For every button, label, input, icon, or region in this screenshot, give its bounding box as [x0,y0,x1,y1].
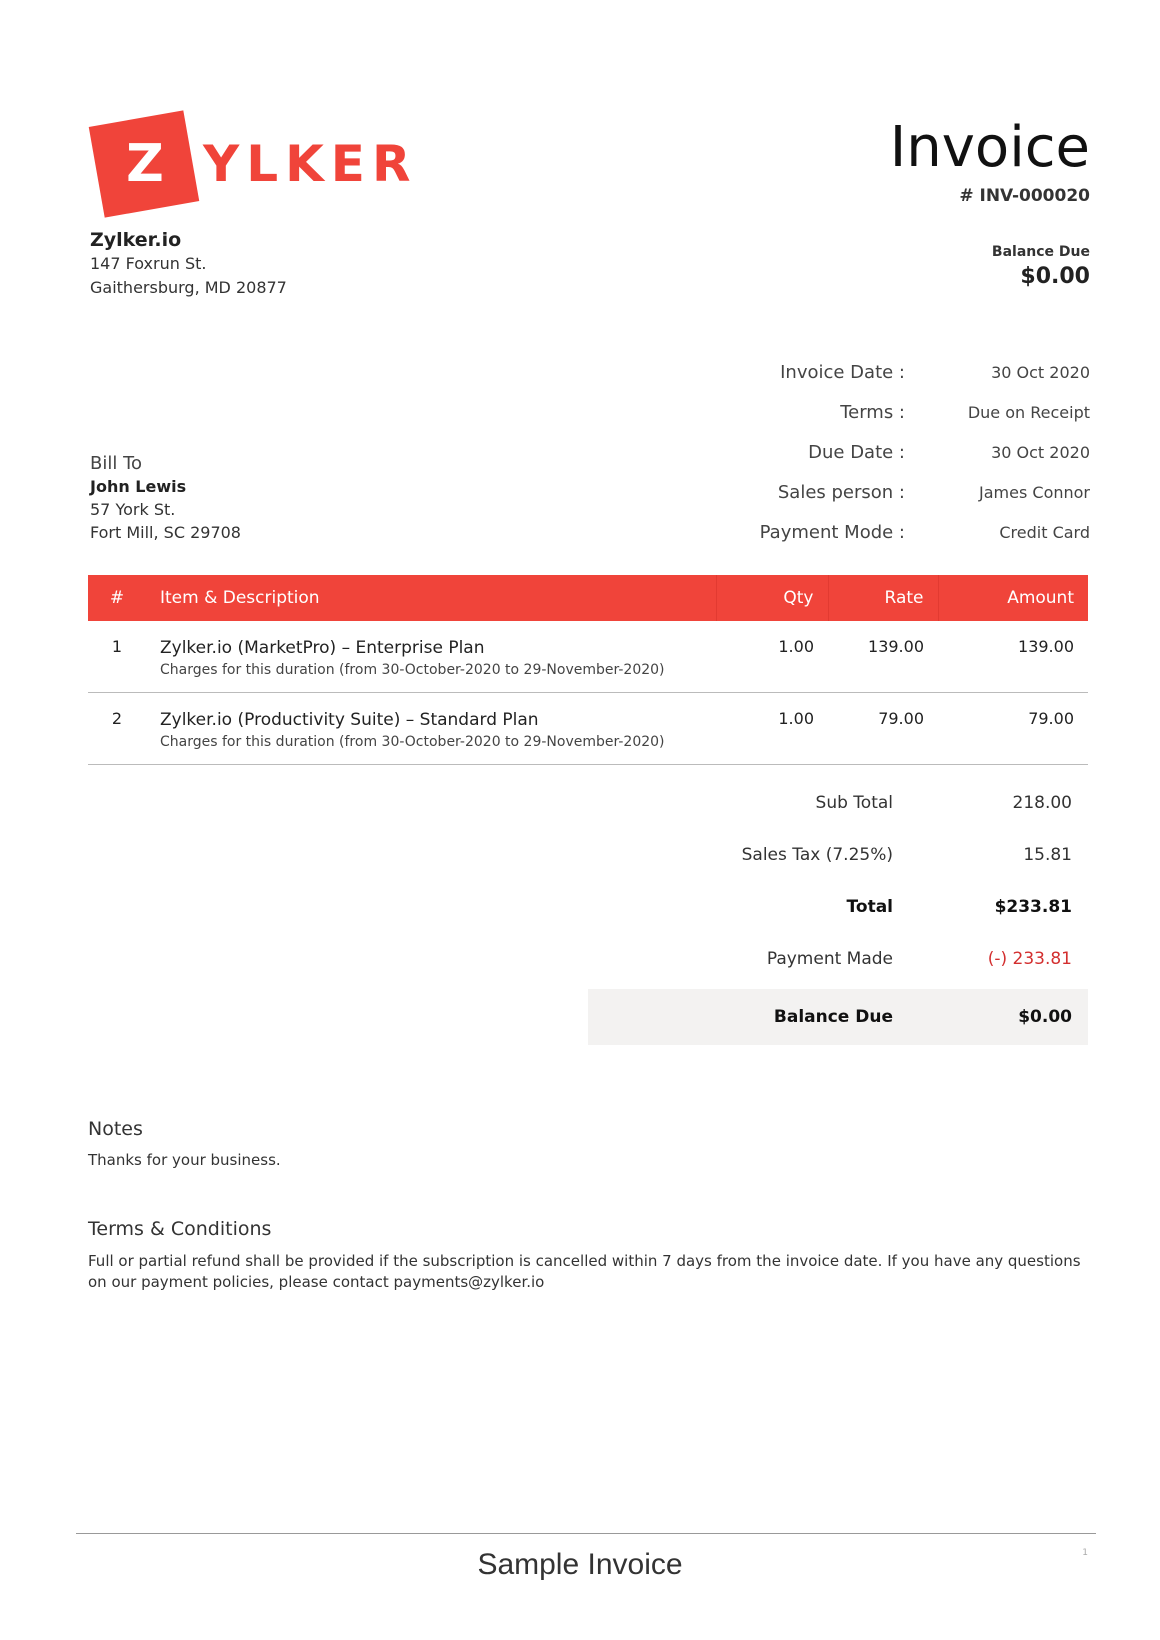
company-address [90,228,287,300]
notes-heading: Notes [88,1118,143,1140]
sales-person-label: Sales person : [777,481,905,503]
due-date-value: 30 Oct 2020 [991,442,1090,462]
payment-made-label: Payment Made [766,949,893,969]
invoice-date-row [690,352,1090,392]
table-row [88,693,1088,765]
customer-address-line2: Fort Mill, SC 29708 [90,523,241,542]
item-description: Charges for this duration (from 30-October-2020 to 29-November-2020) [160,734,665,750]
totals-summary [588,777,1088,1045]
tax-label: Sales Tax (7.25%) [741,845,893,865]
balance-due-row-value: $0.00 [1018,1007,1072,1027]
item-name: Zylker.io (MarketPro) – Enterprise Plan [160,638,485,658]
invoice-date-label: Invoice Date : [780,361,905,383]
company-name: Zylker.io [90,229,182,251]
col-header-description: Item & Description [160,588,320,608]
tax-value: 15.81 [1023,845,1072,865]
invoice-date-value: 30 Oct 2020 [991,362,1090,382]
balance-due-amount: $0.00 [1020,264,1090,289]
item-qty: 1.00 [716,693,828,765]
company-address-line1: 147 Foxrun St. [90,254,207,273]
item-number: 2 [88,693,146,765]
col-header-rate: Rate [828,575,938,621]
page-number: 1 [1082,1548,1088,1558]
terms-label: Terms : [840,401,905,423]
payment-mode-row [690,512,1090,552]
total-row [588,881,1088,933]
subtotal-label: Sub Total [815,793,893,813]
payment-mode-label: Payment Mode : [759,521,905,543]
terms-text: Full or partial refund shall be provided if the subscription is cancelled within 7 days from the invoice date. If you have any questions on our payment policies, please contact payments@zylker.io [88,1252,1081,1291]
item-amount: 79.00 [938,693,1088,765]
sales-person-row [690,472,1090,512]
item-number: 1 [88,621,146,693]
total-value: $233.81 [994,897,1072,917]
item-qty: 1.00 [716,621,828,693]
subtotal-row [588,777,1088,829]
zylker-logo [90,110,418,220]
terms-heading: Terms & Conditions [88,1218,272,1240]
item-rate: 139.00 [828,621,938,693]
item-name: Zylker.io (Productivity Suite) – Standard Plan [160,710,539,730]
balance-due-row-label: Balance Due [773,1007,893,1027]
item-description-cell [146,693,716,765]
col-header-number: # [109,588,125,608]
total-label: Total [846,897,893,917]
due-date-label: Due Date : [808,441,905,463]
payment-made-value: (-) 233.81 [987,949,1072,969]
notes-text: Thanks for your business. [88,1151,281,1169]
invoice-title: Invoice [889,115,1090,180]
item-rate: 79.00 [828,693,938,765]
item-description-cell [146,621,716,693]
company-address-line2: Gaithersburg, MD 20877 [90,278,287,297]
invoice-details [690,352,1090,552]
footer-divider [76,1533,1096,1534]
balance-due-row [588,989,1088,1045]
balance-due-label: Balance Due [991,244,1090,260]
logo-letter-z: Z [126,134,164,194]
payment-mode-value: Credit Card [999,522,1090,542]
bill-to-label: Bill To [90,453,143,474]
terms-value: Due on Receipt [967,402,1090,422]
table-row [88,621,1088,693]
logo-wordmark: YLKER [203,135,418,193]
subtotal-value: 218.00 [1012,793,1072,813]
col-header-qty: Qty [716,575,828,621]
line-items-table [88,575,1088,765]
payment-made-row [588,933,1088,985]
terms-row [690,392,1090,432]
customer-address-line1: 57 York St. [90,500,176,519]
tax-row [588,829,1088,881]
col-header-amount: Amount [938,575,1088,621]
invoice-number: # INV-000020 [959,186,1090,206]
item-description: Charges for this duration (from 30-October-2020 to 29-November-2020) [160,662,665,678]
table-header-row [88,575,1088,621]
sales-person-value: James Connor [979,482,1090,502]
due-date-row [690,432,1090,472]
item-amount: 139.00 [938,621,1088,693]
footer-title: Sample Invoice [477,1548,683,1581]
customer-name: John Lewis [90,477,187,496]
bill-to [90,452,241,544]
